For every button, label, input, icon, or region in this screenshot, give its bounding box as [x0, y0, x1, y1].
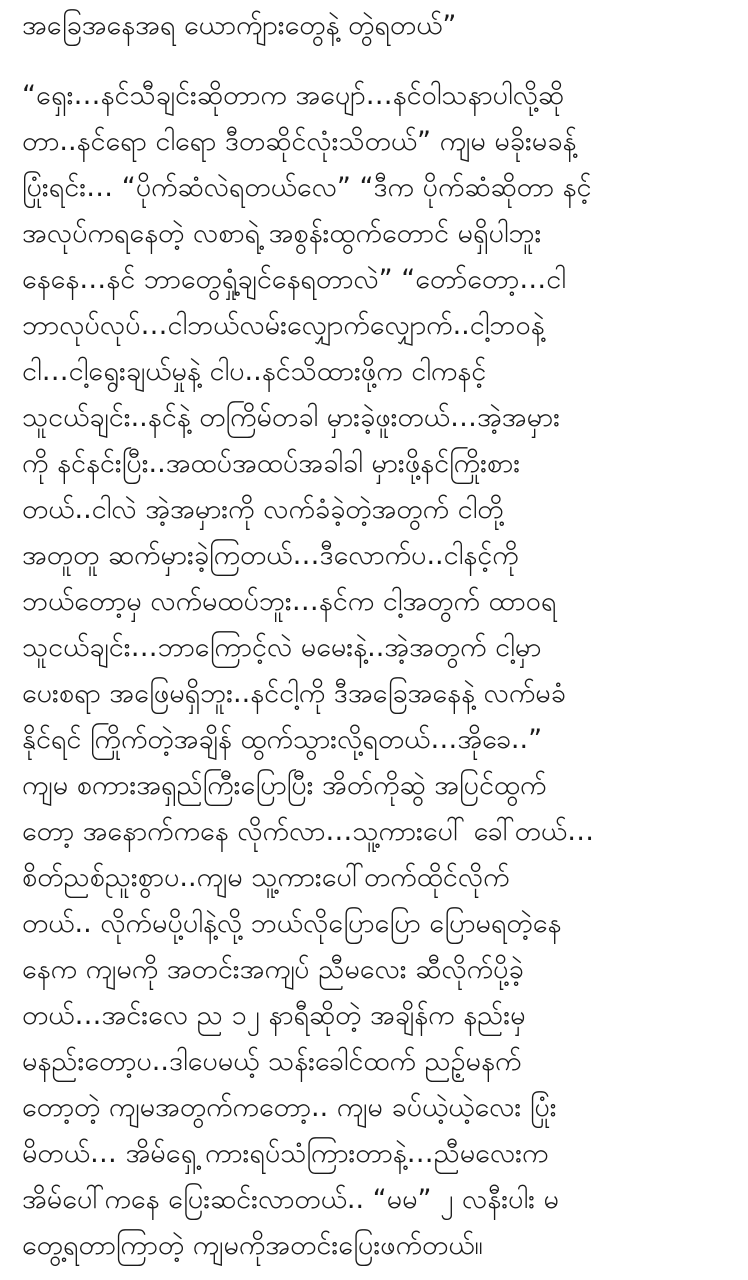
text-line: နေနေ…နင် ဘာတွေရှုံ့ချင်နေရတာလဲ” “တော်တော့…ငါ — [22, 264, 566, 295]
text-line: သူငယ်ချင်း…ဘာကြောင့်လဲ မမေးနဲ့..အဲ့အတွက် ငါ့မှာ — [22, 632, 542, 663]
text-line: တော့ အနောက်ကနေ လိုက်လာ…သူ့ကားပေါ် ခေါ်တယ်… — [22, 816, 595, 847]
text-line: ဘာလုပ်လုပ်…ငါဘယ်လမ်းလျှောက်လျှောက်..ငါ့ဘဝနဲ့ — [22, 310, 545, 341]
text-line: “ရှေး…နင်သီချင်းဆိုတာက အပျော်…နင်ဝါသနာပါလို့ဆို — [22, 80, 565, 111]
text-line: အခြေအနေအရ ယောက်ျားတွေနဲ့ တွဲရတယ်” — [22, 10, 457, 41]
text-line: ဘယ်တော့မှ လက်မထပ်ဘူး…နင်က ငါ့အတွက် ထာဝရ — [22, 586, 557, 617]
text-line: တွေ့ရတာကြာတဲ့ ကျမကိုအတင်းပြေးဖက်တယ်။ — [22, 1230, 483, 1261]
text-line: အလုပ်ကရနေတဲ့ လစာရဲ့ အစွန်းထွက်တောင် မရှိပါဘူး — [22, 218, 542, 249]
text-line: နိုင်ရင် ကြိုက်တဲ့အချိန် ထွက်သွားလို့ရတယ်…အိုခေ..” — [22, 724, 543, 755]
text-line: တယ်.. လိုက်မပို့ပါနဲ့လို့ ဘယ်လိုပြောပြော ပြောမရတဲ့နေ — [22, 908, 562, 939]
text-line: အိမ်ပေါ်ကနေ ပြေးဆင်းလာတယ်.. “မမ” ၂ လနီးပါး မ — [22, 1184, 559, 1215]
text-line: မိတယ်… အိမ်ရှေ့ ကားရပ်သံကြားတာနဲ့…ညီမလေးက — [22, 1138, 549, 1169]
text-line: ကို နင်နင်းပြီး..အထပ်အထပ်အခါခါ မှားဖို့နင်ကြိုးစား — [22, 448, 521, 479]
text-line: တော့တဲ့ ကျမအတွက်ကတော့.. ကျမ ခပ်ယဲ့ယဲ့လေး ပြုံး — [22, 1092, 557, 1123]
text-line: အတူတူ ဆက်မှားခဲ့ကြတယ်…ဒီလောက်ပ..ငါနင့်ကို — [22, 540, 519, 571]
text-line: ငါ…ငါ့ရွေးချယ်မှုနဲ့ ငါပ..နင်သိထားဖို့က ငါကနင့် — [22, 356, 487, 387]
text-line: တယ်..ငါလဲ အဲ့အမှားကို လက်ခံခဲ့တဲ့အတွက် ငါတို့ — [22, 494, 504, 525]
text-line: ကျမ စကားအရှည်ကြီးပြောပြီး အိတ်ကိုဆွဲ အပြင်ထွက် — [22, 770, 547, 801]
text-line: စိတ်ညစ်ညူးစွာပ..ကျမ သူ့ကားပေါ်တက်ထိုင်လိုက် — [22, 862, 510, 893]
text-line: ပေးစရာ အဖြေမရှိဘူး..နင်ငါ့ကို ဒီအခြေအနေနဲ့ လက်မခံ — [22, 678, 566, 709]
text-line: ပြုံးရင်း… “ပိုက်ဆံလဲရတယ်လေ” “ဒီက ပိုက်ဆံဆိုတာ နင့် — [22, 172, 592, 203]
text-line: မနည်းတော့ပ..ဒါပေမယ့် သန်းခေါင်ထက် ညဉ့်မနက် — [22, 1046, 522, 1077]
text-line: တယ်…အင်းလေ ည ၁၂ နာရီဆိုတဲ့ အချိန်က နည်းမှ — [22, 1000, 526, 1031]
text-line: တာ..နင်ရော ငါရော ဒီတဆိုင်လုံးသိတယ်” ကျမ မခိုးမခန့် — [22, 126, 577, 157]
text-line: သူငယ်ချင်း..နင်နဲ့ တကြိမ်တခါ မှားခဲ့ဖူးတယ်…အဲ့အမှား — [22, 402, 560, 433]
text-line: နေက ကျမကို အတင်းအကျပ် ညီမလေး ဆီလိုက်ပို့ခဲ့ — [22, 954, 524, 985]
